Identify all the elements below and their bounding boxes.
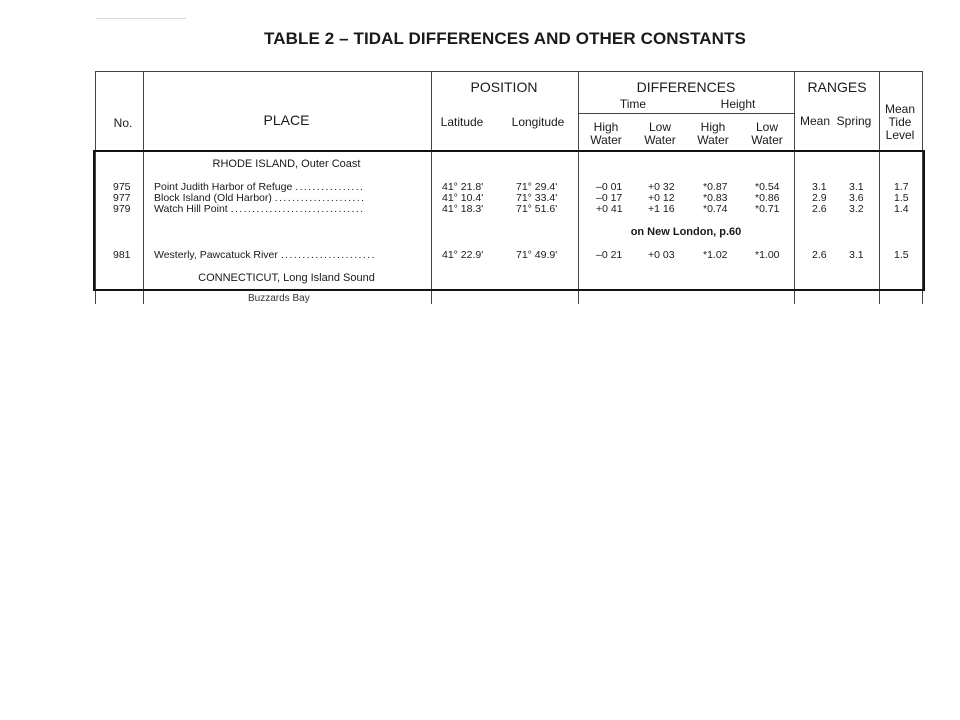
- header-mean-tide-3: Level: [885, 128, 915, 142]
- row-977-lw-time: +0 12: [648, 192, 675, 204]
- row-981-place: Westerly, Pawcatuck River ......................: [154, 249, 376, 261]
- row-975-hw-time: –0 01: [596, 181, 623, 193]
- header-time-high-1: High: [593, 120, 619, 134]
- header-height-low-2: Water: [751, 133, 783, 147]
- cutoff-section-text: Buzzards Bay: [248, 293, 310, 304]
- header-position: POSITION: [470, 79, 538, 95]
- table-title: TABLE 2 – TIDAL DIFFERENCES AND OTHER CONSTANTS: [264, 29, 746, 48]
- reference-station-note: on New London, p.60: [630, 226, 742, 238]
- header-mean-tide-2: Tide: [888, 115, 912, 129]
- header-time-high-2: Water: [590, 133, 622, 147]
- row-979-mtl: 1.4: [894, 203, 909, 215]
- row-981-lw-time: +0 03: [648, 249, 675, 261]
- row-977-mean: 2.9: [812, 192, 827, 204]
- row-975-lat: 41° 21.8': [442, 181, 484, 193]
- header-time-low-1: Low: [648, 120, 671, 134]
- row-975-spring: 3.1: [849, 181, 864, 193]
- row-979-place: Watch Hill Point ...............................: [154, 203, 365, 215]
- row-981-spring: 3.1: [849, 249, 864, 261]
- row-977-place: Block Island (Old Harbor) .....................: [154, 192, 366, 204]
- section-rhode-island: RHODE ISLAND, Outer Coast: [212, 158, 361, 170]
- row-977-hw-time: –0 17: [596, 192, 623, 204]
- row-981-lw-height: *1.00: [755, 249, 780, 261]
- header-longitude: Longitude: [511, 115, 565, 129]
- header-time: Time: [619, 97, 647, 111]
- row-981-mtl: 1.5: [894, 249, 909, 261]
- row-981-lat: 41° 22.9': [442, 249, 484, 261]
- header-spring: Spring: [836, 114, 872, 128]
- row-979-no: 979: [113, 203, 131, 215]
- row-975-lw-time: +0 32: [648, 181, 675, 193]
- row-975-lon: 71° 29.4': [516, 181, 558, 193]
- row-979-lat: 41° 18.3': [442, 203, 484, 215]
- header-ranges: RANGES: [807, 79, 867, 95]
- row-977-spring: 3.6: [849, 192, 864, 204]
- header-no: No.: [113, 116, 133, 130]
- header-mean-tide-1: Mean: [884, 102, 916, 116]
- row-979-mean: 2.6: [812, 203, 827, 215]
- header-place: PLACE: [263, 112, 310, 128]
- row-979-spring: 3.2: [849, 203, 864, 215]
- row-979-lw-time: +1 16: [648, 203, 675, 215]
- row-975-mtl: 1.7: [894, 181, 909, 193]
- header-height-high-2: Water: [697, 133, 729, 147]
- row-981-lon: 71° 49.9': [516, 249, 558, 261]
- row-975-place: Point Judith Harbor of Refuge ................: [154, 181, 365, 193]
- scan-artifact-line: [96, 18, 186, 19]
- row-979-lw-height: *0.71: [755, 203, 780, 215]
- highlight-box: [93, 150, 925, 291]
- row-977-lw-height: *0.86: [755, 192, 780, 204]
- section-connecticut: CONNECTICUT, Long Island Sound: [198, 272, 375, 284]
- row-981-hw-time: –0 21: [596, 249, 623, 261]
- row-977-hw-height: *0.83: [703, 192, 728, 204]
- header-time-low-2: Water: [644, 133, 676, 147]
- header-height-low-1: Low: [755, 120, 778, 134]
- row-975-hw-height: *0.87: [703, 181, 728, 193]
- row-975-lw-height: *0.54: [755, 181, 780, 193]
- header-height-high-1: High: [700, 120, 726, 134]
- row-975-no: 975: [113, 181, 131, 193]
- row-981-hw-height: *1.02: [703, 249, 728, 261]
- row-979-hw-time: +0 41: [596, 203, 623, 215]
- header-latitude: Latitude: [440, 115, 484, 129]
- row-979-hw-height: *0.74: [703, 203, 728, 215]
- row-977-mtl: 1.5: [894, 192, 909, 204]
- row-977-no: 977: [113, 192, 131, 204]
- header-height: Height: [720, 97, 756, 111]
- header-differences: DIFFERENCES: [636, 79, 736, 95]
- header-mean: Mean: [799, 114, 831, 128]
- row-981-no: 981: [113, 249, 131, 261]
- rule-under-time-height: [578, 113, 794, 114]
- row-977-lon: 71° 33.4': [516, 192, 558, 204]
- row-975-mean: 3.1: [812, 181, 827, 193]
- row-981-mean: 2.6: [812, 249, 827, 261]
- row-977-lat: 41° 10.4': [442, 192, 484, 204]
- row-979-lon: 71° 51.6': [516, 203, 558, 215]
